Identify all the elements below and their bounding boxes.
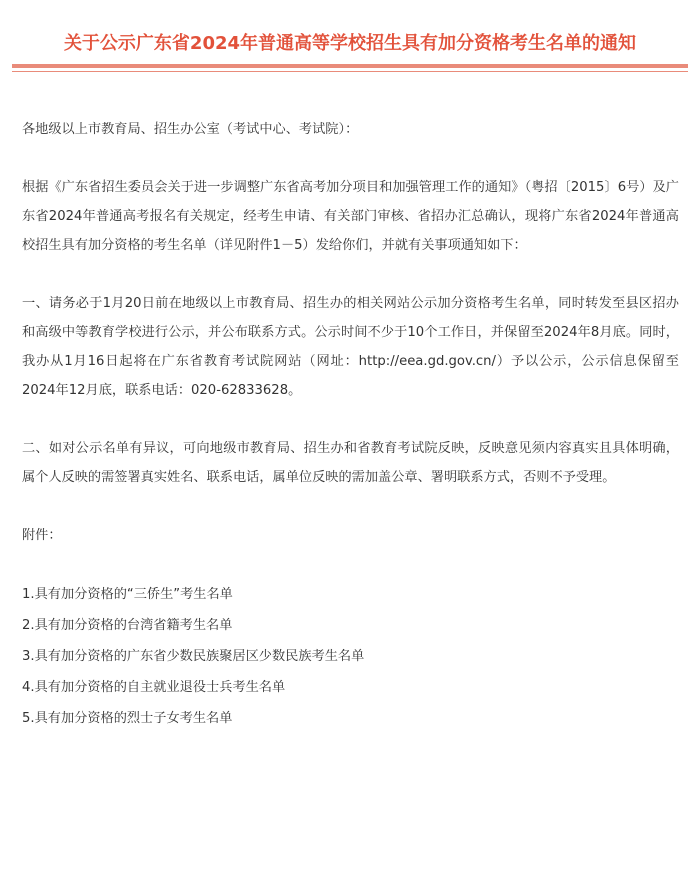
attachment-item[interactable]: 1.具有加分资格的“三侨生”考生名单 [22, 587, 233, 602]
attachment-item[interactable]: 3.具有加分资格的广东省少数民族聚居区少数民族考生名单 [22, 649, 365, 664]
notice-title: 关于公示广东省2024年普通高等学校招生具有加分资格考生名单的通知 [63, 33, 637, 54]
item-two-paragraph: 二、如对公示名单有异议，可向地级市教育局、招生办和省教育考试院反映，反映意见须内容真实且具体明确，属个人反映的需签署真实姓名、联系电话，属单位反映的需加盖公章、署明联系方式，否则不予受理。 [22, 441, 679, 485]
attachment-item[interactable]: 4.具有加分资格的自主就业退役士兵考生名单 [22, 680, 286, 695]
notice-body [22, 115, 679, 734]
item-one-paragraph: 一、请务必于1月20日前在地级以上市教育局、招生办的相关网站公示加分资格考生名单，同时转发至县区招办和高级中等教育学校进行公示，并公布联系方式。公示时间不少于10个工作日，并保留至2024年8月底。同时，我办从1月16日起将在广东省教育考试院网站（网址：http://eea.gd.gov.cn/）予以公示，公示信息保留至2024年12月底，联系电话：020-62833628。 [22, 296, 679, 398]
attachment-item[interactable]: 2.具有加分资格的台湾省籍考生名单 [22, 618, 233, 633]
title-divider-thick [12, 64, 688, 68]
attachments-label: 附件： [22, 528, 62, 543]
title-divider-thin [12, 71, 688, 72]
attachments-list [22, 579, 679, 734]
salutation: 各地级以上市教育局、招生办公室（考试中心、考试院）： [22, 122, 359, 137]
attachment-item[interactable]: 5.具有加分资格的烈士子女考生名单 [22, 711, 233, 726]
intro-paragraph: 根据《广东省招生委员会关于进一步调整广东省高考加分项目和加强管理工作的通知》（粤招〔2015〕6号）及广东省2024年普通高考报名有关规定，经考生申请、有关部门审核、省招办汇总确认，现将广东省2024年普通高校招生具有加分资格的考生名单（详见附件1－5）发给你们，并就有关事项通知如下： [22, 180, 679, 253]
